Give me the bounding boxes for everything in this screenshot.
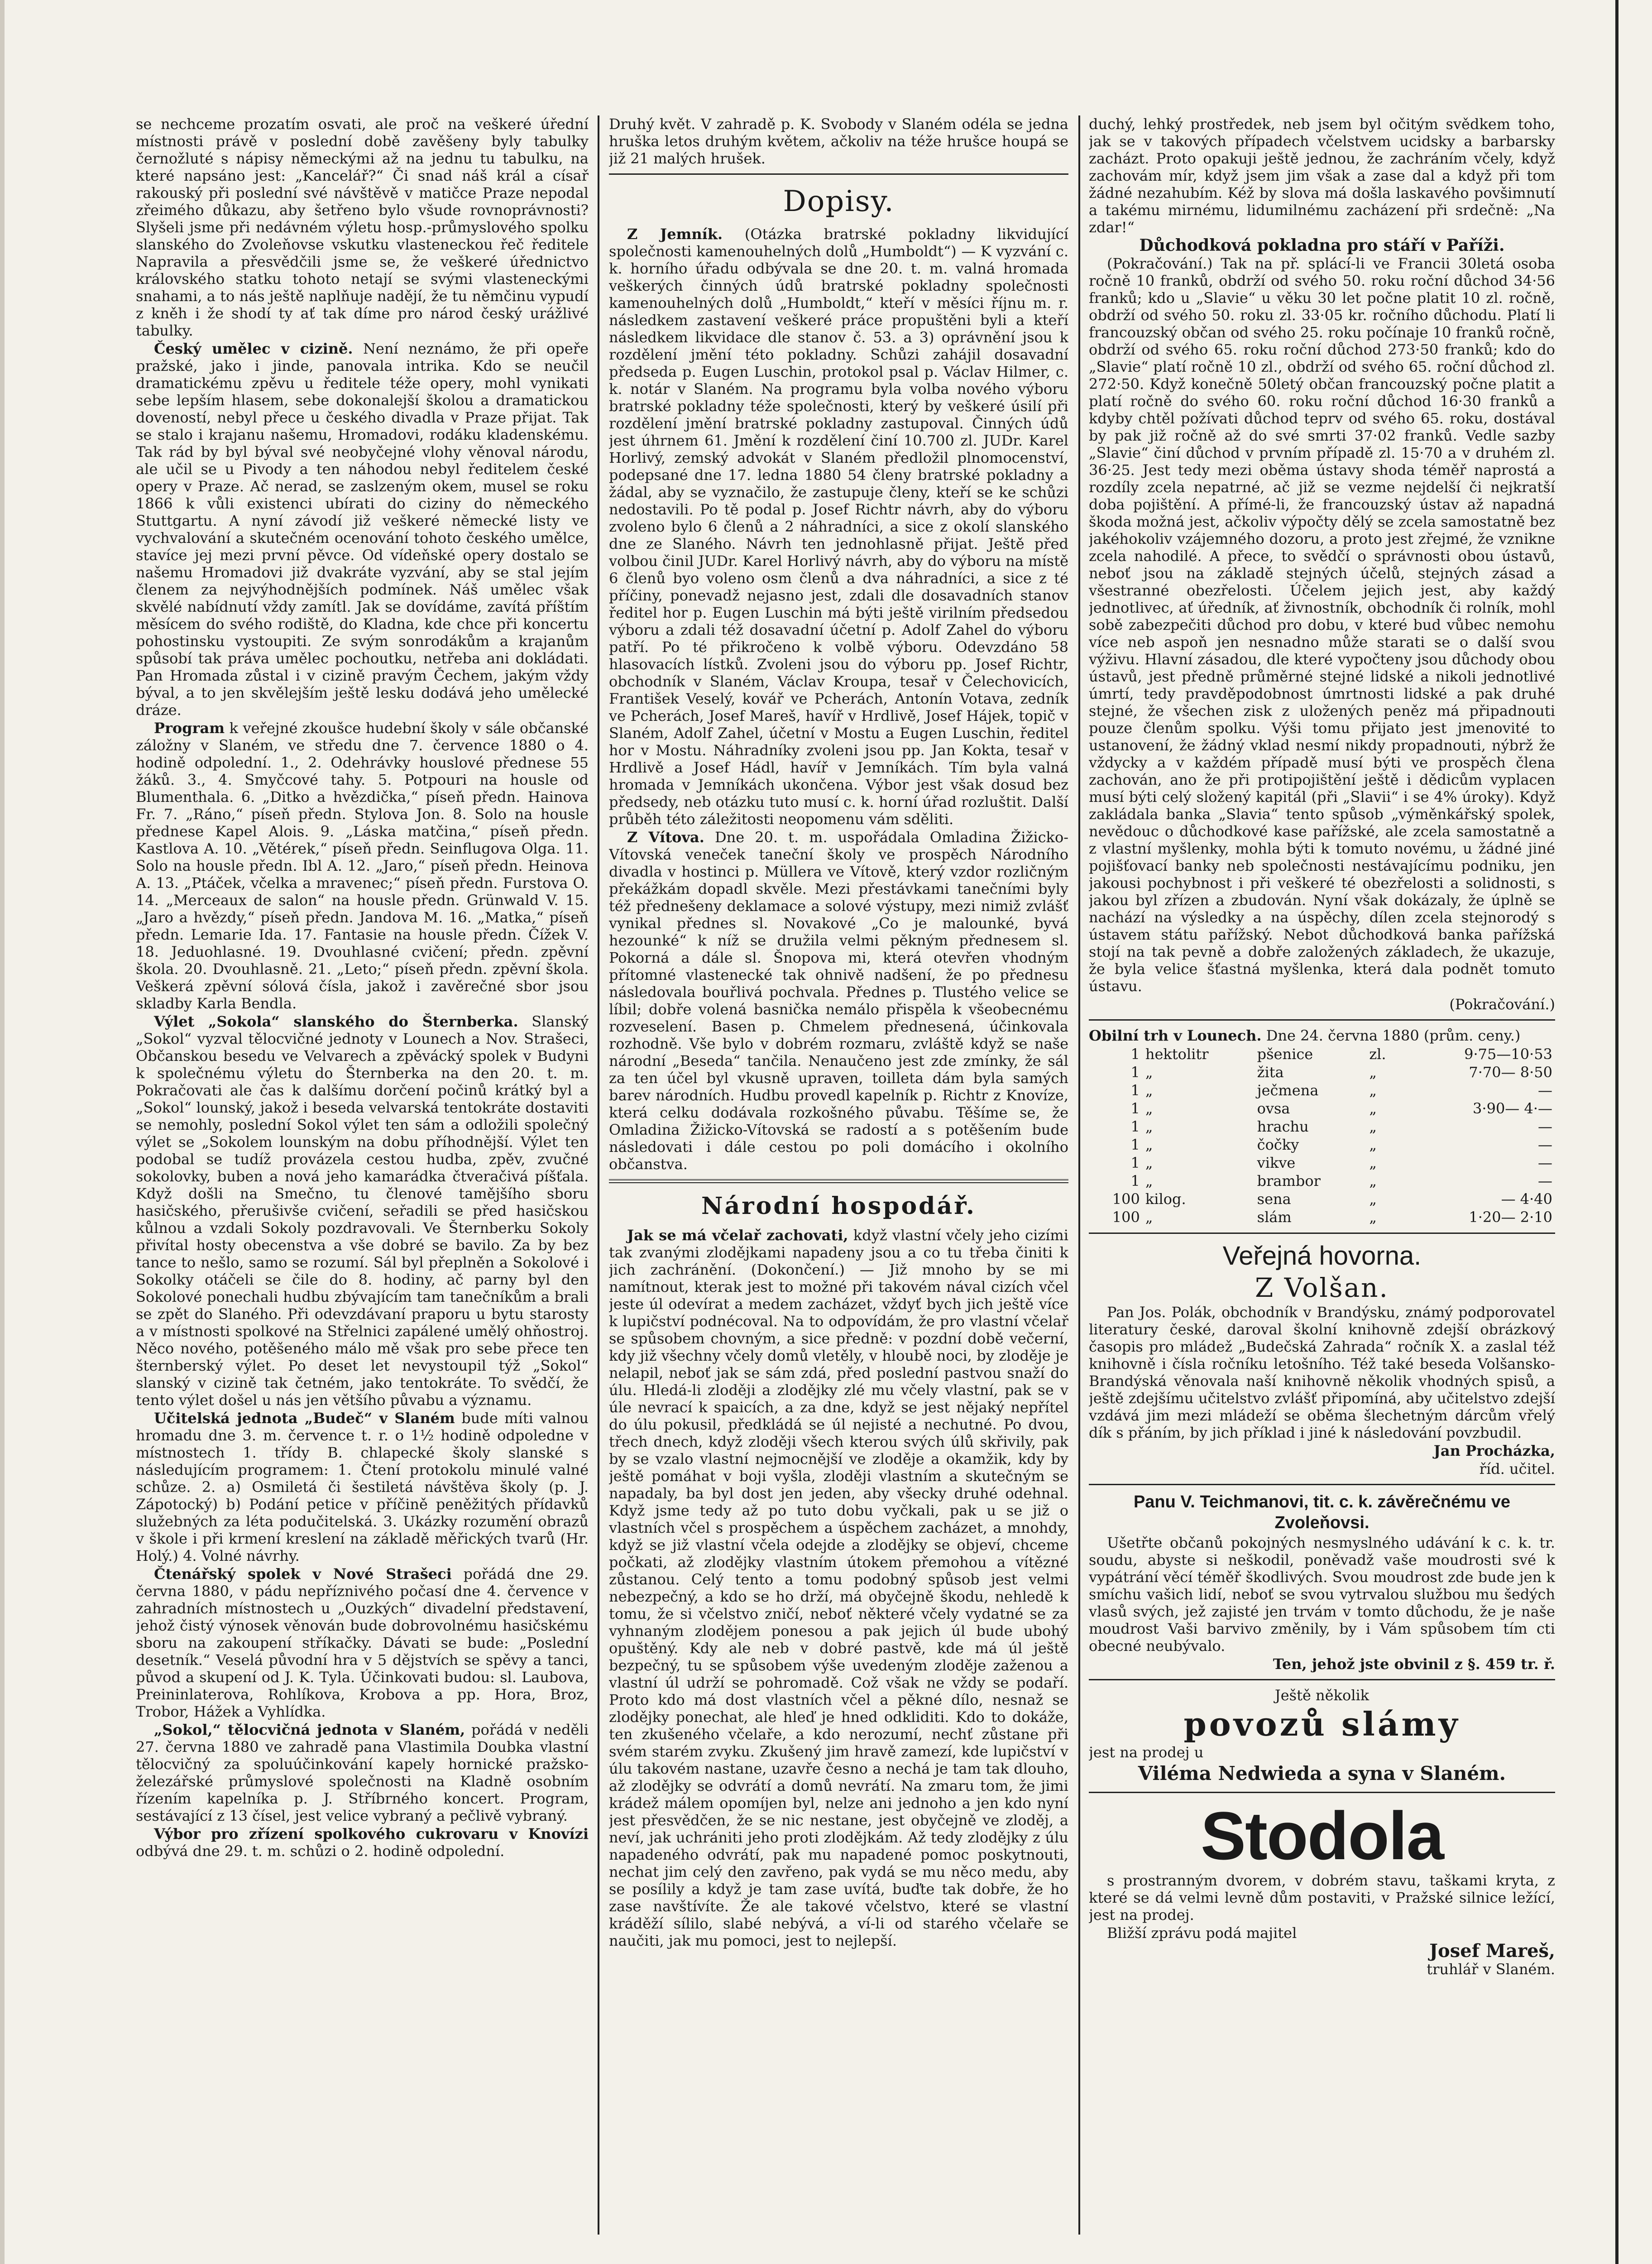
- subsection-title: Z Volšan.: [1255, 1272, 1389, 1303]
- grain-row: [1089, 1099, 1555, 1118]
- grain-cell: 9·75—10·53: [1464, 1046, 1552, 1063]
- ad-text: s prostranným dvorem, v dobrém stavu, taškami kryta, z které se dá velmi levně dům postaviti, v Pražské silnice ležící, jest na prodej.: [1089, 1872, 1555, 1923]
- article-heading: Program: [154, 719, 225, 737]
- ad-headline: povozů slámy: [1183, 1705, 1460, 1743]
- letter-text: (Otázka bratrské pokladny likvidující společnosti kamenouhelných dolů „Humboldt“) — K vyzvání c. k. horního úřadu odbývala se dne 20. t. m. valná hromada veškerých činných údů bratrské pokladny společnosti kamenouhelných dolů „Humboldt,“ kteří v měsíci říjnu m. r. následkem zastavení veškeré práce propuštěni byli a kteří následkem likvidace dle stanov č. 53. a 3) oprávnění jsou k rozdělení jmění této pokladny. Schůzi zahájil dosavadní předseda p. Eugen Luschin, protokol psal p. Václav Hilmer, c. k. notár v Slaném. Na programu byla volba nového výboru bratrské pokladny téže společnosti, který by veškeré úsilí při rozdělení jmění bratrské pokladny zastupoval. Činných údů jest úhrnem 61. Jmění k rozdělení činí 10.700 zl. JUDr. Karel Horlivý, zemský advokát v Slaném předložil plnomocenství, podepsané dne 17. ledna 1880 54 členy bratrské pokladny a žádal, aby se vyznačilo, že zastupuje členy, kteří se ke schůzi nedostavili. Po tě podal p. Josef Richtr návrh, aby do výboru zvoleno bylo 6 členů a 2 náhradníci, a sice z okolí slanského dne ze Slaného. Návrh ten jednohlasně přijat. Ještě před volbou činil JUDr. Karel Horlivý návrh, aby do výboru na místě 6 členů byo voleno osm členů a dva náhradníci, a sice z té příčiny, ponevadž nejasno jest, zdali dle dosavadních stanov ředitel hor p. Eugen Luschin má býti ještě virilním předsedou výboru a zdali též dosavadní účetní p. Adolf Zahel do výboru patří. Po té přikročeno k volbě výboru. Odevzdáno 58 hlasovacích lístků. Zvoleni jsou do výboru pp. Josef Richtr, obchodník v Slaném, Václav Kroupa, tesař v Čelechovicích, František Veselý, kovář ve Pcherách, Antonín Votava, zedník ve Pcherách, Josef Mareš, havíř v Hrdlivě, Josef Hájek, topič v Slaném, Adolf Zahel, účetní v Mostu a Eugen Luschin, ředitel hor v Mostu. Náhradníky zvoleni jsou pp. Jan Kokta, tesař v Hrdlivě a Josef Hádl, havíř v Jemníkách. Tím byla valná hromada v Jemníkách ukončena. Výbor jest však dosud bez předsedy, neb otázku tuto musí c. k. horní úřad rozluštit. Další průběh této záležitosti neopomenu vám sděliti.: [609, 225, 1068, 828]
- page-edge-left: [0, 0, 5, 2264]
- grain-cell: —: [1538, 1154, 1552, 1171]
- article-heading: Výbor pro zřízení spolkového cukrovaru v Knovízi: [154, 1825, 589, 1842]
- grain-cell: —: [1538, 1082, 1552, 1099]
- article-text: (Pokračování.) Tak na př. splácí-li ve Francii 30letá osoba ročně 10 franků, obdrží od svého 50. roku roční důchod 34·56 franků; kdo u „Slavie“ u věku 30 let počne platit 10 zl. ročně, obdrží od svého 50. roku zl. 33·05 kr. ročního důchodu. Platí li francouzský občan od svého 25. roku počínaje 10 franků ročně, obdrží od svého 65. roku roční důchod 273·50 franků; kdo do „Slavie“ platí ročně 10 zl., obdrží od svého 65. roční důchod zl. 272·50. Když konečně 50letý občan francouzský počne platit a platí ročně do svého 60. roku roční důchod 16·30 franků a kdyby chtěl požívati důchod teprv od svého 65. roku, dostával by pak již ročně až do své smrti 37·02 franků. Vedle sazby „Slavie“ činí důchod v prvním případě zl. 15·70 a v druhém zl. 36·25. Jest tedy mezi oběma ústavy shoda téměř naprostá a rozdíly zcela nepatrné, ač již se vezme nejdelší či nejkratší doba pojištění. A přímé-li, že francouzský ústav až napadná škoda možná jest, ačkoliv výpočty dělý se zcela samostatně bez jakéhokoliv vzájemného dozoru, a proto jest zřejmé, že vznikne zcela nahodilé. A přece, to svědčí o správnosti obou ústavů, neboť jsou na základě stejných účelů, stejných zásad a všestranné obezřelosti. Účelem jejich jest, aby každý jednotlivec, ať úředník, ať živnostník, obchodník či rolník, mohl sobě zabezpečiti důchod pro dobu, v které bud vůbec nemohu více neb aspoň jen nesnadno může starati se o další svou výživu. Hlavní zásadou, dle které vypočteny jsou důchody obou ústavů, jest předně průměrné stejné lidské a nikoli jednotlivé úmrtí, tedy pravděpodobnost úmrtnosti lidské a pak druhé stejné, že všechen zisk z uložených peněz má připadnouti pouze členům spolku. Výši tomu přijato jest jmenovité to ustanovení, že žádný vklad nesmí nikdy propadnouti, nýbrž že vždycky a v každém případě musí býti ve prospěch člena zachován, ano že při protipojištění ještě i dědicům vyplacen musí býti celý složený kapitál (při „Slavii“ i se 4% úroky). Když zakládala banka „Slavia“ tento spůsob „výměnkářský spolek, nevědouc o důchodkové kase pařížské, ale zcela samostatně a z vlastní myšlenky, mohla býti k tomuto novému, u žádné jiné pojišťovací banky neb společnosti nestávajícímu podniku, jen jakousi pochybnost i při veškeré té obezřelosti a solidnosti, s jakou byl zřízen a zbudován. Nyní však dokázaly, že úplně se nachází na výsledky a na úspěchy, dílen zcela stejnorodý s ústavem státu pařížský. Nebot důchodková banka pařížská stojí na tak pevně a dobře založených základech, že ukazuje, že byla velice šťastná myšlenka, která dala podnět tomuto ústavu.: [1089, 255, 1555, 995]
- grain-cell: —: [1538, 1118, 1552, 1135]
- grain-cell: ječmena: [1257, 1082, 1319, 1099]
- signature: Ten, jehož jste obvinil z §. 459 tr. ř.: [1273, 1655, 1555, 1673]
- grain-cell: 3·90— 4·—: [1473, 1100, 1552, 1117]
- article-text: duchý, lehký prostředek, neb jsem byl očitým svědkem toho, jak se v takových případech včelstvem ucidsky a barbarsky zacházt. Proto opakuji ještě jednou, že zachráním včely, když zachovám mír, když jsem jim však a zase dal a když při tom žádné nezahubím. Kéž by slova má došla laskavého povšimnutí a takému mirnému, lidumilnému zacházení při srdečně: „Na zdar!“: [1089, 115, 1555, 236]
- grain-cell: zl.: [1369, 1046, 1386, 1063]
- grain-row: [1089, 1063, 1555, 1081]
- grain-cell: „: [1369, 1190, 1377, 1208]
- ad-line: jest na prodej u: [1089, 1744, 1204, 1761]
- signature: Josef Mareš,: [1429, 1940, 1555, 1962]
- grain-cell: „: [1369, 1100, 1377, 1117]
- grain-cell: 1: [1130, 1136, 1140, 1153]
- grain-cell: „: [1145, 1100, 1153, 1117]
- article-text: odbývá dne 29. t. m. schůzi o 2. hodině odpolední.: [136, 1842, 505, 1860]
- grain-cell: 1·20— 2·10: [1469, 1209, 1552, 1226]
- article-text: bude míti valnou hromadu dne 3. m. července t. r. o 1½ hodině odpoledne v místnostech 1. třídy B. chlapecké školy slanské s následujícím programem: 1. Čtení protokolu minulé valné schůze. 2. a) Osmiletá či šestiletá návštěva školy (p. J. Zápotocký) b) Podání petice v příčině peněžitých přídavků služebných za léta podučitelská. 3. Ukázky rozumění obrazů v škole i při krmení kreslení na základě měřických tvarů (Hr. Holý.) 4. Volné návrhy.: [136, 1410, 589, 1564]
- grain-cell: 1: [1130, 1064, 1140, 1081]
- column-divider-1: [598, 115, 599, 2235]
- article: [136, 340, 589, 719]
- article-text: se nechceme prozatím osvati, ale proč na veškeré úřední místnosti právě v poslední době zavěšeny byly tabulky černožluté s nápisy německými až na jednu tu tabulku, na které napsáno jest: „Kancelář?“ Či snad náš král a císař rakouský při poslední své návštěvě v matičce Praze nepodal zřeimého důkazu, aby šetřeno bylo všude rovnoprávnosti? Slyšeli jsme při nedávném výletu hosp.-průmyslového spolku slanského do Zvoleňovse vskutku vlasteneckou řeč ředitele Napravila a přesvědčili jsme se, že veškeré úřednictvo královského statku tohoto netají se svými vlasteneckými snahami, a to nás ještě naplňuje nadějí, že tu němčinu vypudí z kněh i že shodí ty ať tak díme pro národ český urážlivé tabulky.: [136, 115, 589, 339]
- letter: [609, 225, 1068, 828]
- article-heading: Výlet „Sokola“ slanského do Šternberka.: [154, 1013, 518, 1030]
- grain-cell: 7·70— 8·50: [1469, 1064, 1552, 1081]
- letter: [609, 829, 1068, 1173]
- article: [136, 1825, 589, 1860]
- divider: [1089, 1679, 1555, 1680]
- letter-heading: Z Vítova.: [627, 829, 704, 846]
- grain-cell: „: [1369, 1172, 1377, 1190]
- grain-cell: brambor: [1257, 1172, 1321, 1190]
- grain-row: [1089, 1045, 1555, 1063]
- grain-cell: „: [1145, 1154, 1153, 1171]
- ad-vendor: Viléma Nedwieda a syna v Slaném.: [1138, 1762, 1506, 1784]
- signature-title: truhlář v Slaném.: [1427, 1961, 1555, 1978]
- grain-cell: „: [1369, 1154, 1377, 1171]
- grain-cell: pšenice: [1257, 1046, 1313, 1063]
- section-title-dopisy: Dopisy.: [783, 185, 895, 218]
- grain-cell: 1: [1130, 1172, 1140, 1190]
- grain-cell: —: [1538, 1172, 1552, 1190]
- notice-heading: Panu V. Teichmanovi, tit. c. k. závěrečnému ve Zvoleňovsi.: [1133, 1492, 1511, 1532]
- column-1: [136, 115, 589, 2180]
- grain-row: [1089, 1081, 1555, 1099]
- article-heading: Učitelská jednota „Budeč“ v Slaném: [154, 1410, 455, 1427]
- continued-note: (Pokračování.): [1449, 996, 1555, 1013]
- article-heading: Jak se má včelař zachovati,: [627, 1227, 848, 1244]
- grain-cell: 1: [1130, 1118, 1140, 1135]
- news-item: Druhý květ. V zahradě p. K. Svobody v Slaném odéla se jedna hruška letos druhým květem, ačkoliv na téže hrušce houpá se již 21 malých hrušek.: [609, 115, 1068, 167]
- article-text: Slanský „Sokol“ vyzval tělocvičné jednoty v Lounech a Nov. Strašeci, Občanskou besedu ve Velvarech a zpěvácký spolek v Budyni k společnému výletu do Šternberka na den 20. t. m. Pokračovati ale čas k dalšímu dorčení počinů krátký byl a „Sokol“ lounský, jakož i beseda velvarská tentokráte dostaviti se nemohly, poslední Sokol výlet ten sám a odložili společný výlet se „Sokolem lounským na dobu příhodnější. Výlet ten podobal se tudíž provázela cestou hudba, zpěv, zvučné sokolovky, buben a nová jeho kamarádka čtveračivá píšťala. Když došli na Smečno, tu členové tamějšího sboru hasičského, přerušivše cvičení, seřadili se před hasičskou kůlnou a vzdali Sokoly pozdravovali. Ve Šternberku Sokoly přivítal hosty obecenstva a vše dobré se bavilo. Za by bez tance to nešlo, samo se rozumí. Sál byl přeplněn a Sokolové i Sokolky otáčeli se čile do 8. hodiny, ač parny byl den Sokolové ponechali hudbu zbývajícím tam tanečníkům a brali se zpět do Slaného. Při odevzdávaní praporu u bytu starosty a v místnosti spolkové na Střelnici zapálené umělý ohňostroj. Něco nového, potěšeného málo mě však pro sebe přece ten šternberský výlet. Po deset let nevystoupil týž „Sokol“ slanský v cizině tak četném, jako tentokráte. To svědčí, že tento výlet došel u nás jen většího půvabu a významu.: [136, 1013, 589, 1409]
- grain-cell: „: [1369, 1209, 1377, 1226]
- letter-text: Dne 20. t. m. uspořádala Omladina Žižicko-Vítovská veneček taneční školy ve prospěch Národního divadla v hostinci p. Müllera ve Vítově, který vzdor rozličným překážkám dopadl skvěle. Mezi přestávkami tanečními byly též přednešeny deklamace a solové výstupy, mezi nimiž zvlášť vynikal přednes sl. Novakové „Co je malounké, byvá hezounké“ k níž se družila velmi pěkným přednesem sl. Pokorná a dále sl. Šnopova mi, která otevřen vhodným přítomné vlastenecké tak ohnivě nadšení, že po přednesu následovala bouřlivá pochvala. Přednes p. Tlustého velice se líbil; dobře volená basnička nemálo přispěla k všeobecnému rozveselení. Basen p. Chmelem přednesená, účinkovala rozhodně. Vše bylo v dobrém rozmaru, zvláště když se naše národní „Beseda“ tančila. Nenaučeno jest zde zmínky, že sál za ten účel byl vkusně upraven, toilleta dám byla samých barev národních. Hudbu provedl kapelník p. Richtr z Knovíze, která celku dodávala rozkošného půvabu. Těšíme se, že Omladina Žižicko-Vítovská se radostí a s potěšením bude následovati i dále cestou po poli domácího i okolního občanstva.: [609, 829, 1068, 1173]
- ad-line: Ještě několik: [1274, 1687, 1369, 1704]
- grain-cell: 100: [1112, 1190, 1140, 1208]
- grain-cell: 100: [1112, 1209, 1140, 1226]
- divider: [1089, 1792, 1555, 1793]
- grain-cell: vikve: [1257, 1154, 1296, 1171]
- article: [136, 1410, 589, 1564]
- grain-cell: 1: [1130, 1154, 1140, 1171]
- article: [136, 1565, 589, 1720]
- article: [609, 1227, 1068, 1949]
- grain-cell: ovsa: [1257, 1100, 1290, 1117]
- article-heading: Čtenářský spolek v Nové Strašeci: [154, 1565, 452, 1583]
- grain-cell: „: [1145, 1172, 1153, 1190]
- column-3: [1089, 115, 1555, 2180]
- signature-title: říd. učitel.: [1479, 1460, 1555, 1477]
- grain-cell: „: [1369, 1136, 1377, 1153]
- article-text: Není neznámo, že při opeře pražské, jako i jinde, panovala intrika. Kdo se neučil dramatickému zpěvu u ředitele téže opery, mohl vynikati sebe lepším hlasem, sebe dokonalejší školou a dramatickou doveností, nebyl přece u českého divadla v Praze přijat. Tak se stalo i krajanu našemu, Hromadovi, rodáku kladenskému. Tak rád by byl býval své neobyčejné vlohy věnoval národu, ale učil se u Pivody a ten náhodou nebyl ředitelem české opery v Praze. Ač nerad, se zaslzeným okem, musel se roku 1866 k vůli existenci ubírati do ciziny do německého Stuttgartu. A nyní závodí již veškeré německé listy ve vychvalování a skutečném ocenování tohoto českého umělce, stavíce jej mezi první pěvce. Od vídeňské opery dostalo se našemu Hromadovi již dvakráte vyzvání, aby se stal jejím členem za nejvýhodnějších podmínek. Náš umělec však skvělé nabídnutí vždy zamítl. Jak se dovídáme, zavítá příštím měsícem do svého rodiště, do Kladna, kde chce při koncertu pohostinsku vystoupiti. Ze svým sonrodákům a krajanům spůsobí tak práva umělec pochoutku, netřeba ani dokládati. Pan Hromada zůstal i v cizině pravým Čechem, jakým vždy býval, a to jen skvělejším ještě lesku dodává jeho umělecké dráze.: [136, 340, 589, 719]
- column-divider-2: [1078, 115, 1080, 2235]
- grain-cell: „: [1145, 1082, 1153, 1099]
- grain-row: [1089, 1190, 1555, 1208]
- signature: Jan Procházka,: [1433, 1442, 1555, 1459]
- grain-cell: „: [1145, 1136, 1153, 1153]
- grain-cell: 1: [1130, 1100, 1140, 1117]
- section-title-hospodar: Národní hospodář.: [701, 1192, 976, 1220]
- article-text: když vlastní včely jeho cizími tak zvanými zlodějkami napadeny jsou a co tu třeba činiti k jich zachránění. (Dokončení.) — Již mnoho by se mi namítnout, kterak jest to možné při takovém nával cizích včel jeste úl odevírat a medem zacházet, vždyť bych jich ještě více k lupičství podnécoval. Na to odpovídám, že pro vlastní včelař se spůsobem chovným, a sice předně: v pozdní době večerní, kdy již všechny včely domů vletěly, v hloubě noci, by zloděje je nelapil, neboť jak se sám zdá, před poslední pastvou snaží do úlu. Hledá-li zloději a zlodějky zlé mu včely vlastní, pak se v úle nevrací k spaicích, a za dne, když se jest nějaký nepřítel do úlu pokusil, předkládá se úl nejisté a nechutné. Po dvou, třech dnech, když zloději všech kterou svých úlů skřivily, pak by se vzalo vlastní nejmocnější ve zloděje a okamžik, kdy by ještě pomáhat v boji vyšla, zloději vlastním a skutečným se napadaly, ba byl dost jen jeden, aby všecky druhé odehnal. Když jsme tedy až po tuto dobu vyčkali, pak u se již o vlastních včel s prospěchem a úspěchem zacházet, a mnohdy, když se již vlastní včela odejde a zlodějky se objeví, chceme počkati, až zlodějky vlastním útokem přemohou a vítězné zůstanou. Celý tento a tomu podobný spůsob jest velmi nebezpečný, a kdo se ho drží, má obyčejně škodu, nehledě k tomu, že si včelstvo zničí, neboť některé včely vydatné se za vyhnaným zlodějem ponesou a pak jejich úl bude ubohý opuštěný. Kdy ale neb v dobré pastvě, kde má úl ještě bezpečný, tu se spůsobem výše uvedeným zloděje zaženou a vlastní úl udrží se pohromadě. Což však ne vždy se podaří. Proto kdo má dost vlastních včel a pěkné dílo, nesnaž se zlodějky ponechat, ale hleď je hned odkliditi. Kdo to dokáže, ten zkušeného včelaře, a kdo nerozumí, nechť zůstane při svém starém zvyku. Zkušený jim hravě zamezí, kde lupičství v úlu takovém nastane, uzavře česno a nechá je tam tak dlouho, až zlodějky se odvrátí a domů nevrátí. Na zmaru tom, že jimi krádež málem opomíjen byl, nelze ani jednoho a jen kdo nyní jest přesvědčen, že se nic nestane, jest obyčejně ve zloděj, a neví, jak uchrániti jeho proti zlodějkám. Až tedy zlodějky z úlu napadeného odvrátí, pak mu napadené pomoc poskytnouti, nechat jim celý den zavřeno, pak vydá se mu něco medu, aby se posílily a když je tam zase uvítá, buďte tak dobře, že ho zase navštívíte. Že ale takové včelstvo, které se vlastní kráděží sílilo, slabé nebývá, a ví-li od starého včelaře se naučiti, jak mu pomoci, jest to nejlepší.: [609, 1227, 1068, 1949]
- divider: [1089, 1484, 1555, 1485]
- grain-row: [1089, 1154, 1555, 1172]
- notice-text: Ušetřte občanů pokojných nesmyslného udávání k c. k. tr. soudu, abyste si neškodil, poněvadž vaše moudrosti své k vypátrání věcí téměř škodlivých. Svou moudrost zde bude jen k smíchu vašich lidí, neboť se svou vytrvalou službou mu šedých vlasů svých, jež zajisté jen trvám v tomto důchodu, že je naše moudrost Vaši barvivo změnily, by i Vám spůsobem tím cti obecné neubývalo.: [1089, 1534, 1555, 1655]
- grain-cell: 1: [1130, 1082, 1140, 1099]
- grain-cell: slám: [1257, 1209, 1292, 1226]
- article-text: k veřejné zkoušce hudební školy v sále občanské záložny v Slaném, ve středu dne 7. července 1880 o 4. hodině odpolední. 1., 2. Odehrávky houslové přednese 55 žáků. 3., 4. Smyčcové tahy. 5. Potpouri na housle od Blumenthala. 6. „Ditko a hvězdička,“ píseň předn. Hainova Fr. 7. „Ráno,“ píseň předn. Stylova Jon. 8. Solo na housle přednese Kapel Alois. 9. „Láska matčina,“ píseň předn. Kastlova A. 10. „Větérek,“ píseň předn. Seinflugova Olga. 11. Solo na housle předn. Ibl A. 12. „Jaro,“ píseň předn. Heinova A. 13. „Ptáček, včelka a mravenec;“ píseň předn. Furstova O. 14. „Merceaux de salon“ na housle předn. Grünwald V. 15. „Jaro a hvězdy,“ píseň předn. Jandova M. 16. „Matka,“ píseň předn. Lemarie Ida. 17. Fantasie na housle předn. Čížek V. 18. Jeduohlasné. 19. Dvouhlasné cvičení; předn. zpěvní škola. 20. Dvouhlasně. 21. „Leto;“ píseň předn. zpěvní škola. Veškerá zpěvní sólová čísla, jakož i zavěrečné sbor jsou skladby Karla Bendla.: [136, 719, 589, 1012]
- grain-cell: hrachu: [1257, 1118, 1309, 1135]
- grain-cell: „: [1369, 1082, 1377, 1099]
- ad-text: Bližší zprávu podá majitel: [1107, 1924, 1297, 1942]
- grain-cell: žita: [1257, 1064, 1284, 1081]
- grain-cell: 1: [1130, 1046, 1140, 1063]
- article-heading: Český umělec v cizině.: [154, 340, 353, 357]
- market-subtitle: Dne 24. června 1880 (prům. ceny.): [1266, 1027, 1521, 1044]
- page-edge-right: [1615, 0, 1618, 2264]
- grain-cell: „: [1145, 1064, 1153, 1081]
- market-heading: [1089, 1027, 1555, 1044]
- section-title-hovorna: Veřejná hovorna.: [1222, 1241, 1422, 1271]
- grain-cell: „: [1145, 1209, 1153, 1226]
- grain-cell: hektolitr: [1145, 1046, 1209, 1063]
- article-text: pořádá v neděli 27. června 1880 ve zahradě pana Vlastimila Doubka vlastní tělocvičný za spoluúčinkování kapely hornické pražsko-železářské průmyslové společnosti na Kladně osobním řízením kapelníka p. J. Stříbrného koncert. Program, sestávající z 13 čísel, jest velice vybraný a pečlivě vybraný.: [136, 1721, 589, 1824]
- divider: [609, 173, 1068, 175]
- article: [136, 719, 589, 1012]
- grain-cell: čočky: [1257, 1136, 1299, 1153]
- article-heading: Důchodková pokladna pro stáří v Paříži.: [1139, 236, 1505, 255]
- article: [136, 1013, 589, 1409]
- grain-cell: „: [1145, 1118, 1153, 1135]
- grain-cell: sena: [1257, 1190, 1291, 1208]
- grain-row: [1089, 1208, 1555, 1226]
- grain-row: [1089, 1118, 1555, 1136]
- grain-row: [1089, 1172, 1555, 1190]
- divider: [609, 1179, 1068, 1183]
- letter-heading: Z Jemník.: [627, 225, 723, 243]
- grain-cell: „: [1369, 1064, 1377, 1081]
- grain-cell: —: [1538, 1136, 1552, 1153]
- divider: [1089, 1233, 1555, 1234]
- article: [136, 1721, 589, 1824]
- grain-cell: kilog.: [1145, 1190, 1186, 1208]
- article-heading: „Sokol,“ tělocvičná jednota v Slaném,: [154, 1721, 465, 1738]
- notice-text: Pan Jos. Polák, obchodník v Brandýsku, známý podporovatel literatury české, daroval školní knihovně zdejší obrázkový časopis pro mládež „Budečská Zahrada“ ročník X. a zaslal též knihovně i čísla ročníku letošního. Též také beseda Volšansko-Brandýská věnovala naší knihovně několik vhodných spisů, a ještě zdejšímu učitelstvo zvlášť připomíná, aby učitelstvo zdejší vzdává jim mezi mládeží se oběma šlechetným dárcům vřelý dík s přáním, by jich příklad i jiné k následování povzbudil.: [1089, 1304, 1555, 1441]
- grain-row: [1089, 1136, 1555, 1154]
- grain-cell: — 4·40: [1501, 1190, 1552, 1208]
- grain-price-table: [1089, 1045, 1555, 1226]
- ad-headline-stodola: Stodola: [1201, 1798, 1443, 1874]
- article-text: pořádá dne 29. června 1880, v pádu nepříznivého počasí dne 4. července v zahradních místnostech u „Ouzkých“ divadelní představení, jehož čistý výnosek věnován bude dobrovolnému hasičskému sboru na zakoupení stříkačky. Dávati se bude: „Poslední desetník.“ Veselá původní hra v 5 dějstvích se spěvy a tanci, původ a skupení od J. K. Tyla. Účinkovati budou: sl. Laubova, Preininlaterova, Rohlíkova, Krobova a pp. Hora, Broz, Trobor, Hážek a Vyhlídka.: [136, 1565, 589, 1720]
- market-title: Obilní trh v Lounech.: [1089, 1027, 1262, 1044]
- column-2: [609, 115, 1068, 2180]
- grain-cell: „: [1369, 1118, 1377, 1135]
- divider: [1089, 1019, 1555, 1021]
